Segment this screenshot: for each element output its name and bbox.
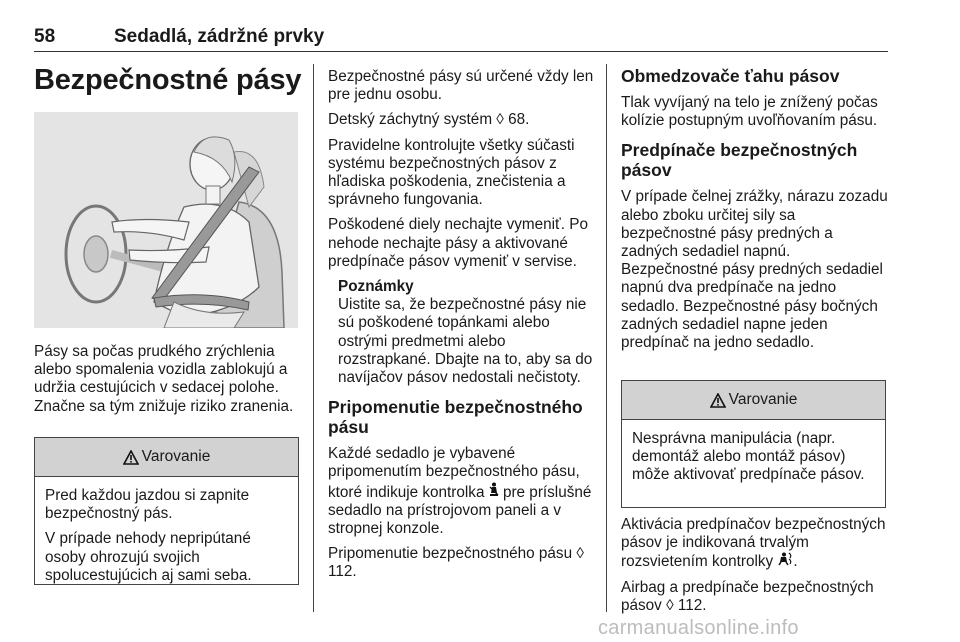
airbag-indicator-icon: [777, 552, 793, 566]
paragraph: V prípade čelnej zrážky, nárazu zozadu alebo zboku určitej sily sa bezpečnostné pásy predných a zadných sedadiel napnú.: [621, 188, 888, 261]
warning-text: V prípade nehody nepripútané osoby ohrozujú svojich spolucestujúcich aj sami seba.: [45, 530, 252, 584]
page-header: [34, 26, 324, 48]
paragraph: [621, 516, 889, 572]
column-1: [34, 343, 300, 423]
section-heading: Predpínače bezpečnostných pásov: [621, 140, 858, 181]
warning-label: Varovanie: [141, 448, 211, 465]
note-block: [328, 278, 596, 387]
intro-paragraph: Pásy sa počas prudkého zrýchlenia alebo spomalenia vozidla zablokujú a udržia cestujúcich v sedacej polohe. Značne sa tým znižuje riziko zranenia.: [34, 343, 294, 415]
warning-box: [34, 437, 299, 585]
warning-label: Varovanie: [728, 391, 798, 408]
paragraph-text: pre príslušné sedadlo na prístrojovom paneli a v stropnej konzole.: [328, 483, 592, 538]
section-heading: Pripomenutie bezpečnostného pásu: [328, 397, 583, 438]
column-3-bottom: [621, 516, 889, 622]
note-text: Uistite sa, že bezpečnostné pásy nie sú poškodené topánkami alebo ostrými predmetmi alebo rozstrapkané. Dbajte na to, aby sa do navíjačov pásov nedostali nečistoty.: [338, 296, 593, 387]
chapter-title: Sedadlá, zádržné prvky: [114, 26, 325, 47]
paragraph: Poškodené diely nechajte vymeniť. Po nehode nechajte pásy a aktivované predpínače pásov vymeniť v servise.: [328, 216, 588, 270]
warning-text: Nesprávna manipulácia (napr. demontáž alebo montáž pásov) môže aktivovať predpínače pásov.: [632, 430, 865, 484]
warning-header: [35, 438, 298, 477]
warning-text: Pred každou jazdou si zapnite bezpečnostný pás.: [45, 487, 250, 523]
paragraph: Pripomenutie bezpečnostného pásu ◊ 112.: [328, 545, 584, 581]
paragraph: Bezpečnostné pásy sú určené vždy len pre jednu osobu.: [328, 68, 594, 104]
section-heading: Obmedzovače ťahu pásov: [621, 66, 840, 86]
paragraph: Tlak vyvíjaný na telo je znížený počas kolízie postupným uvoľňovaním pásu.: [621, 94, 878, 130]
paragraph: Pravidelne kontrolujte všetky súčasti systému bezpečnostných pásov z hľadiska poškodenia, znečistenia a správneho fungovania.: [328, 136, 575, 209]
seatbelt-reminder-icon: [489, 482, 499, 497]
warning-body: [622, 420, 885, 496]
seatbelt-illustration: [34, 112, 298, 328]
warning-triangle-icon: [710, 393, 726, 408]
header-rule: [34, 51, 888, 52]
paragraph: [328, 445, 596, 538]
paragraph: Airbag a predpínače bezpečnostných pásov ◊ 112.: [621, 578, 874, 614]
paragraph: Detský záchytný systém ◊ 68.: [328, 111, 530, 129]
paragraph-text: Aktivácia predpínačov bezpečnostných pásov je indikovaná trvalým rozsvietením kontrolky: [621, 516, 886, 571]
column-divider: [606, 64, 607, 612]
paragraph: Bezpečnostné pásy predných sedadiel napnú dva predpínače na jedno sedadlo. Bezpečnostné pásy bočných zadných sedadiel napne jeden predpínač na jedno sedadlo.: [621, 261, 883, 352]
column-3: [621, 66, 889, 359]
note-heading: Poznámky: [338, 278, 414, 296]
warning-box: [621, 380, 886, 508]
paragraph-text: .: [793, 553, 798, 571]
warning-body: [35, 477, 298, 596]
column-divider: [313, 64, 314, 612]
page-title: Bezpečnostné pásy: [34, 64, 302, 96]
paragraph-text: Každé sedadlo je vybavené pripomenutím bezpečnostného pásu, ktoré indikuje kontrolka: [328, 445, 580, 501]
watermark: carmanualsonline.info: [598, 617, 799, 639]
column-2: [328, 68, 596, 589]
page-number: 58: [34, 26, 56, 47]
warning-header: [622, 381, 885, 420]
warning-triangle-icon: [123, 450, 139, 465]
